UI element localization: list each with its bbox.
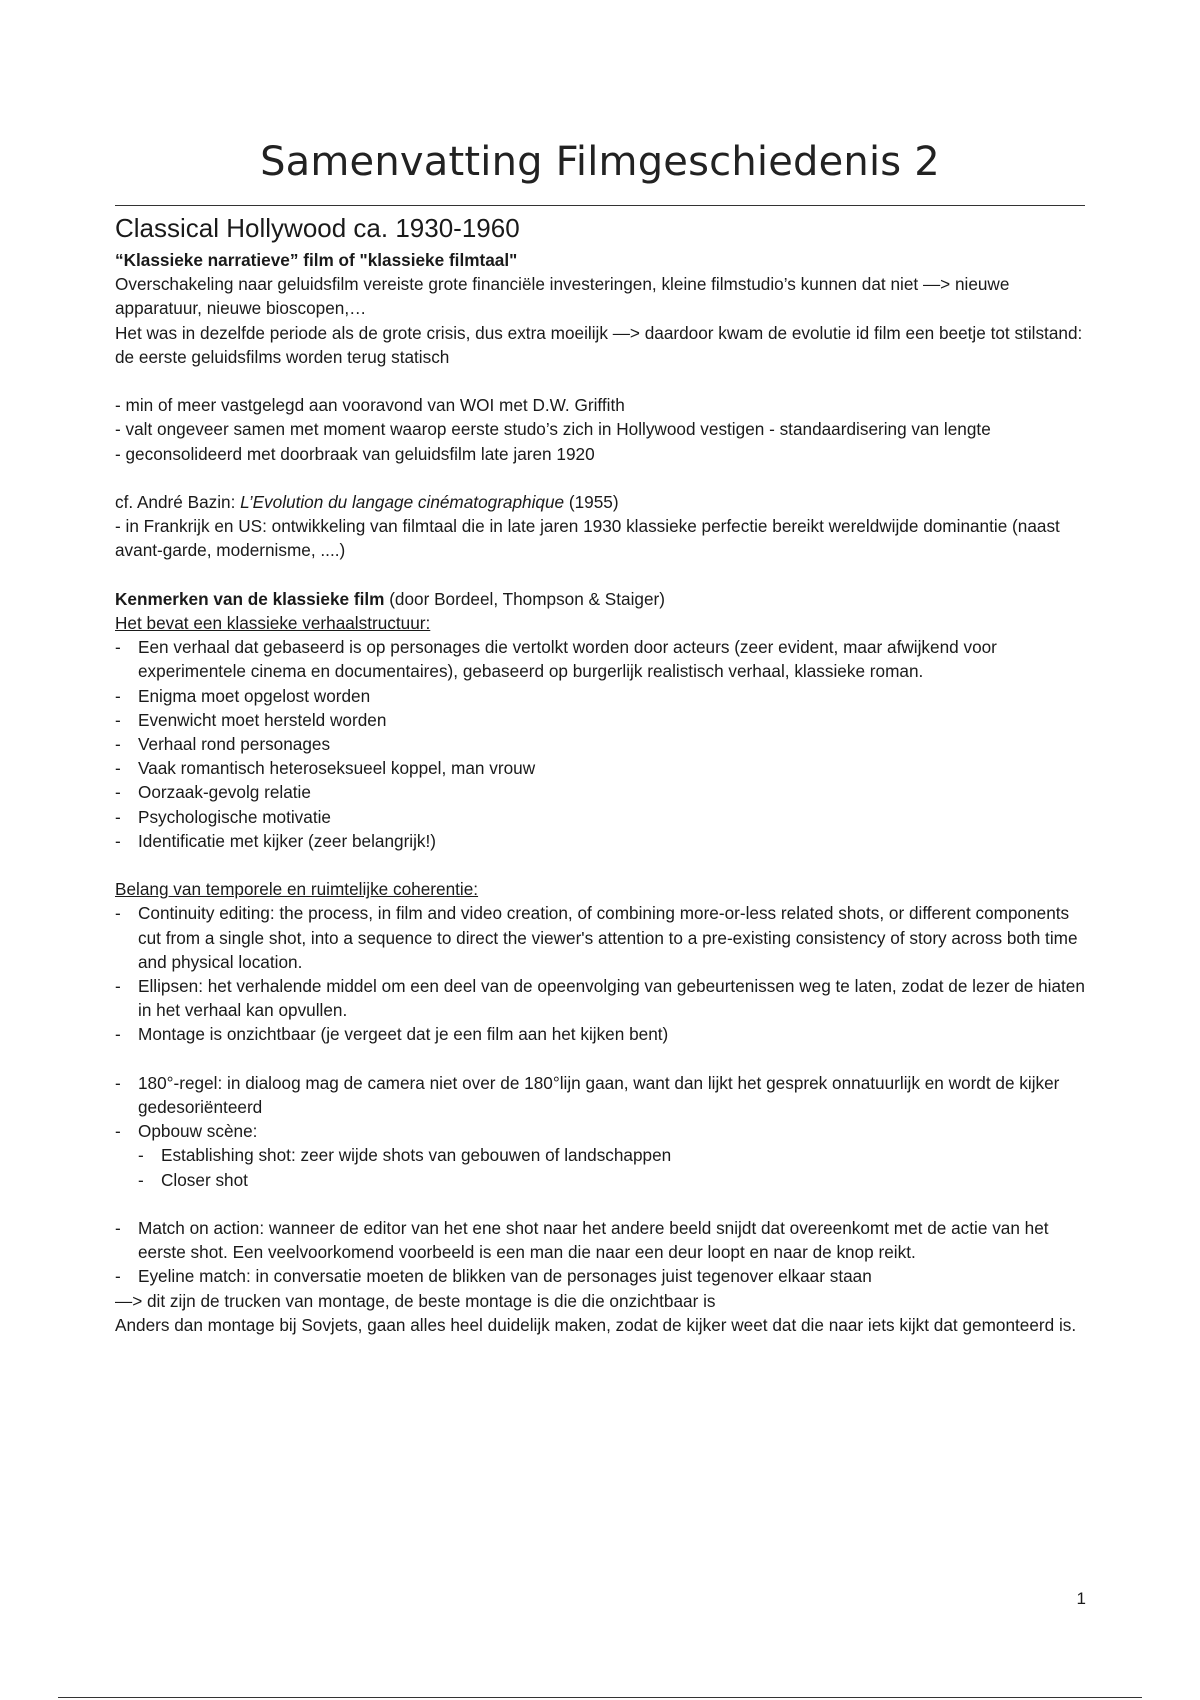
scene-sublist [138,1143,1087,1191]
list-item: - Een verhaal dat gebaseerd is op personages die vertolkt worden door acteurs (zeer evident, maar afwijkend voor experimentele cinema en documentaires), gebaseerd op burgerlijk realistisch verhaal, klassieke roman. [115,635,1087,683]
bazin-work-title: L’Evolution du langage cinématographique [240,492,565,512]
scene-build-label: Opbouw scène: [138,1121,258,1142]
features-heading-bold: Kenmerken van de klassieke film [115,588,385,609]
bazin-prefix: cf. André Bazin: [115,492,241,512]
footer-divider [58,1697,1142,1698]
list-item: - Psychologische motivatie [115,805,1087,829]
coherence-list [115,901,1087,1046]
list-item: - Identificatie met kijker (zeer belangrijk!) [115,829,1087,853]
title-divider [115,205,1085,206]
list-item: - Enigma moet opgelost worden [115,684,1087,708]
spacer [115,563,1087,587]
list-item: - Eyeline match: in conversatie moeten de blikken van de personages juist tegenover elkaar staan [115,1264,1087,1288]
intro-paragraph-2: Het was in dezelfde periode als de grote crisis, dus extra moeilijk —> daardoor kwam de evolutie id film een beetje tot stilstand: de eerste geluidsfilms worden terug statisch [115,322,1083,367]
closing-line-1: —> dit zijn de trucken van montage, de beste montage is die die onzichtbaar is [115,1290,716,1311]
list-item: - Ellipsen: het verhalende middel om een deel van de opeenvolging van gebeurtenissen weg te laten, zodat de lezer de hiaten in het verhaal kan opvullen. [115,974,1087,1022]
spacer [115,1192,1087,1216]
intro-paragraph-1: Overschakeling naar geluidsfilm vereiste grote financiële investeringen, kleine filmstudio’s kunnen dat niet —> nieuwe apparatuur, nieuwe bioscopen,… [115,274,1010,319]
spacer [115,853,1087,877]
rules-list [115,1071,1087,1192]
origin-line-3: - geconsolideerd met doorbraak van geluidsfilm late jaren 1920 [115,443,595,464]
intro-bold-line: “Klassieke narratieve” film of "klassieke filmtaal" [115,250,518,270]
list-item: - Continuity editing: the process, in film and video creation, of combining more-or-less related shots, or different components cut from a single shot, into a sequence to direct the viewer's attention to a pre-existing consistency of story across both time and physical location. [115,901,1087,974]
list-item: - Evenwicht moet hersteld worden [115,708,1087,732]
list-item: - Match on action: wanneer de editor van het ene shot naar het andere beeld snijdt dat overeenkomt met de actie van het eerste shot. Een veelvoorkomend voorbeeld is een man die naar een deur loopt en naar de knop reikt. [115,1216,1087,1264]
spacer [115,1047,1087,1071]
list-item: - Verhaal rond personages [115,732,1087,756]
coherence-label: Belang van temporele en ruimtelijke coherentie: [115,879,479,900]
page-number: 1 [1076,1589,1086,1608]
match-list [115,1216,1087,1289]
list-item: - Montage is onzichtbaar (je vergeet dat je een film aan het kijken bent) [115,1022,1087,1046]
features-heading-authors: (door Bordeel, Thompson & Staiger) [384,588,665,609]
bazin-year: (1955) [564,492,619,512]
list-item-scene-build [115,1119,1087,1192]
page-title: Samenvatting Filmgeschiedenis 2 [260,138,940,185]
origin-line-1: - min of meer vastgelegd aan vooravond van WOI met D.W. Griffith [115,395,625,416]
bazin-reference [115,490,1087,514]
origin-line-2: - valt ongeveer samen met moment waarop eerste studo’s zich in Hollywood vestigen - standaardisering van lengte [115,419,991,440]
document-body [115,210,1087,1337]
sublist-item: - Closer shot [138,1168,1087,1192]
list-item: - Oorzaak-gevolg relatie [115,780,1087,804]
closing-line-2: Anders dan montage bij Sovjets, gaan alles heel duidelijk maken, zodat de kijker weet dat die naar iets kijkt dat gemonteerd is. [115,1314,1077,1335]
list-item: - Vaak romantisch heteroseksueel koppel, man vrouw [115,756,1087,780]
spacer [115,466,1087,490]
bazin-detail: - in Frankrijk en US: ontwikkeling van filmtaal die in late jaren 1930 klassieke perfectie bereikt wereldwijde dominantie (naast avant-garde, modernisme, ....) [115,516,1060,561]
features-heading [115,587,1087,611]
list-item-180-rule: - 180°-regel: in dialoog mag de camera niet over de 180°lijn gaan, want dan lijkt het gesprek onnatuurlijk en wordt de kijker gedesoriënteerd [115,1071,1087,1119]
structure-list [115,635,1087,853]
section-heading: Classical Hollywood ca. 1930-1960 [115,213,520,243]
sublist-item: - Establishing shot: zeer wijde shots van gebouwen of landschappen [138,1143,1087,1167]
structure-label: Het bevat een klassieke verhaalstructuur: [115,613,431,633]
spacer [115,369,1087,393]
